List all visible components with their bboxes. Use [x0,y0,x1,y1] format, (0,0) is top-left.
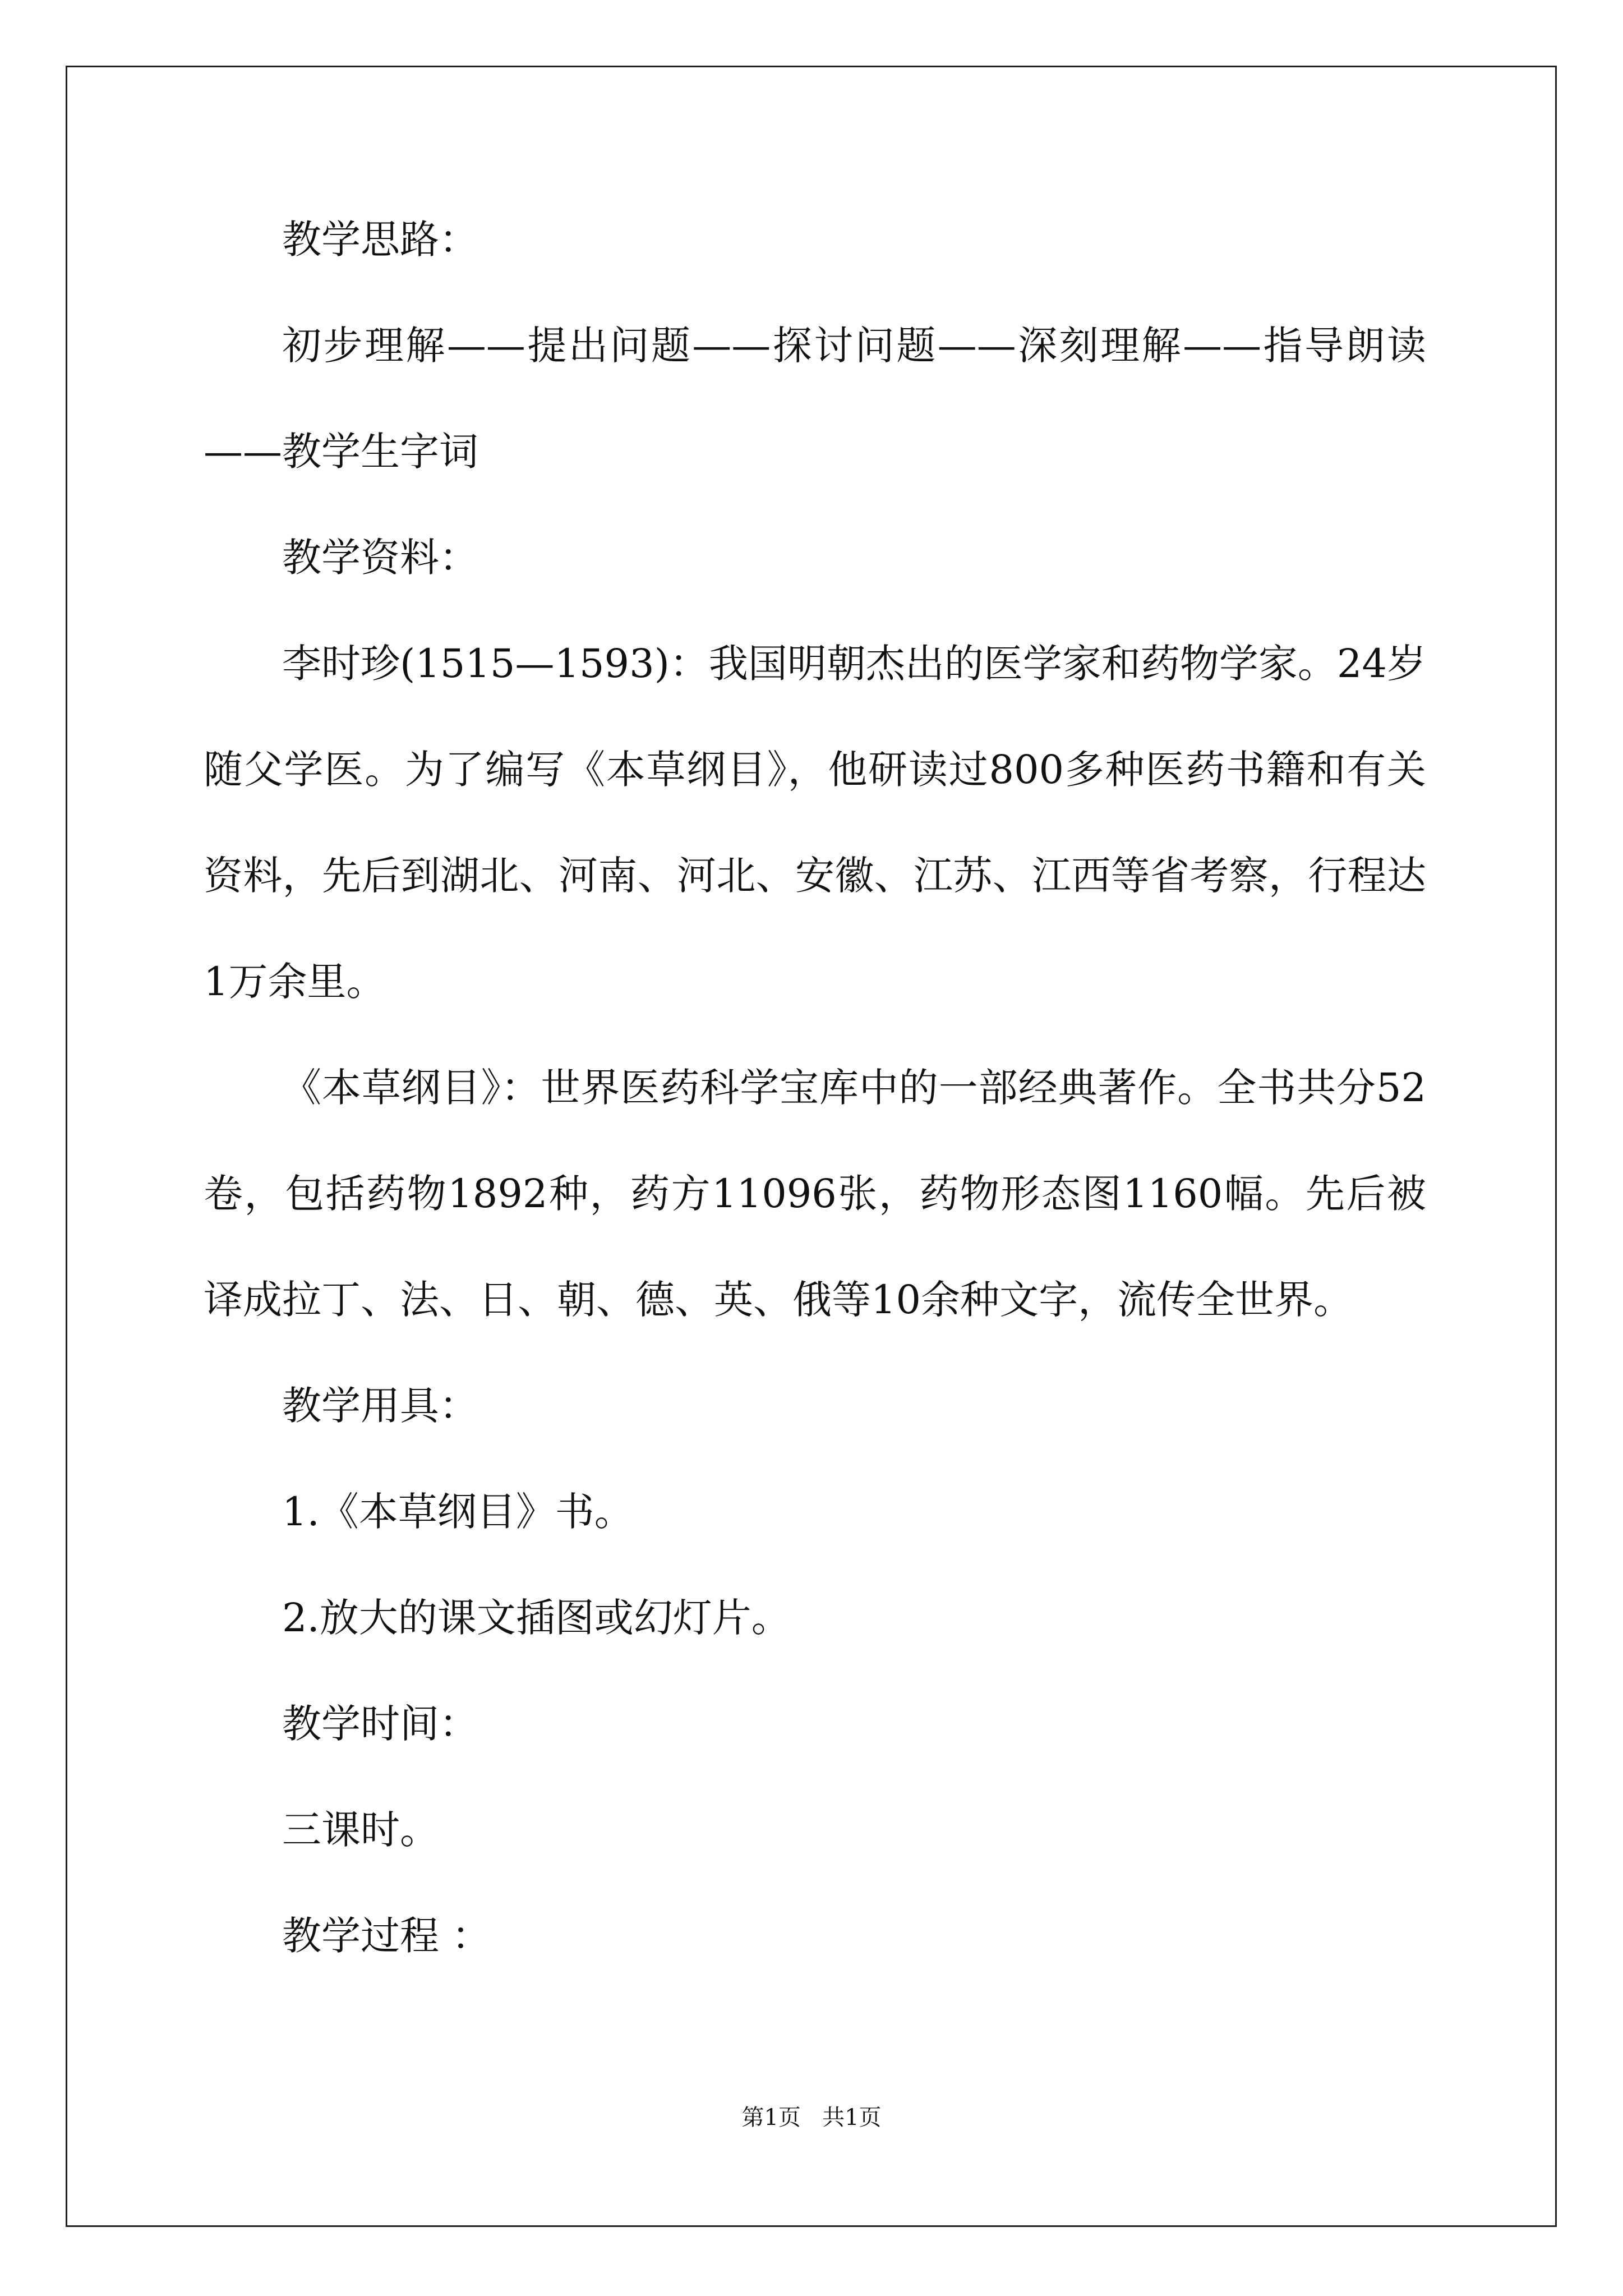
page-total: 共1页 [822,2105,882,2131]
tool-item-1: 1.《本草纲目》书。 [282,1489,634,1535]
section-heading-teaching-time: 教学时间： [282,1701,478,1747]
page-footer [0,2101,1623,2134]
paragraph-li-shizhen: 李时珍(1515—1593)：我国明朝杰出的医学家和药物学家。24岁随父学医。为了编写《本草纲目》，他研读过800多种医药书籍和有关资料，先后到湖北、河南、河北、安徽、江苏、江西等省考察，行程达1万余里。 [204,641,1426,1005]
teaching-time-value: 三课时。 [282,1807,439,1853]
section-heading-teaching-approach: 教学思路： [282,217,478,263]
section-heading-teaching-tools: 教学用具： [282,1383,478,1429]
tool-item-2: 2.放大的课文插图或幻灯片。 [282,1595,791,1641]
paragraph-bencao-gangmu: 《本草纲目》：世界医药科学宝库中的一部经典著作。全书共分52卷，包括药物1892种，药方11096张，药物形态图1160幅。先后被译成拉丁、法、日、朝、德、英、俄等10余种文字，流传全世界。 [204,1065,1426,1323]
section-heading-teaching-process: 教学过程 ： [282,1913,491,1959]
section-heading-teaching-materials: 教学资料： [282,535,478,581]
page-number: 第1页 [741,2105,801,2131]
document-body [204,187,1426,1989]
teaching-approach-steps: 初步理解——提出问题——探讨问题——深刻理解——指导朗读——教学生字词 [204,323,1426,475]
